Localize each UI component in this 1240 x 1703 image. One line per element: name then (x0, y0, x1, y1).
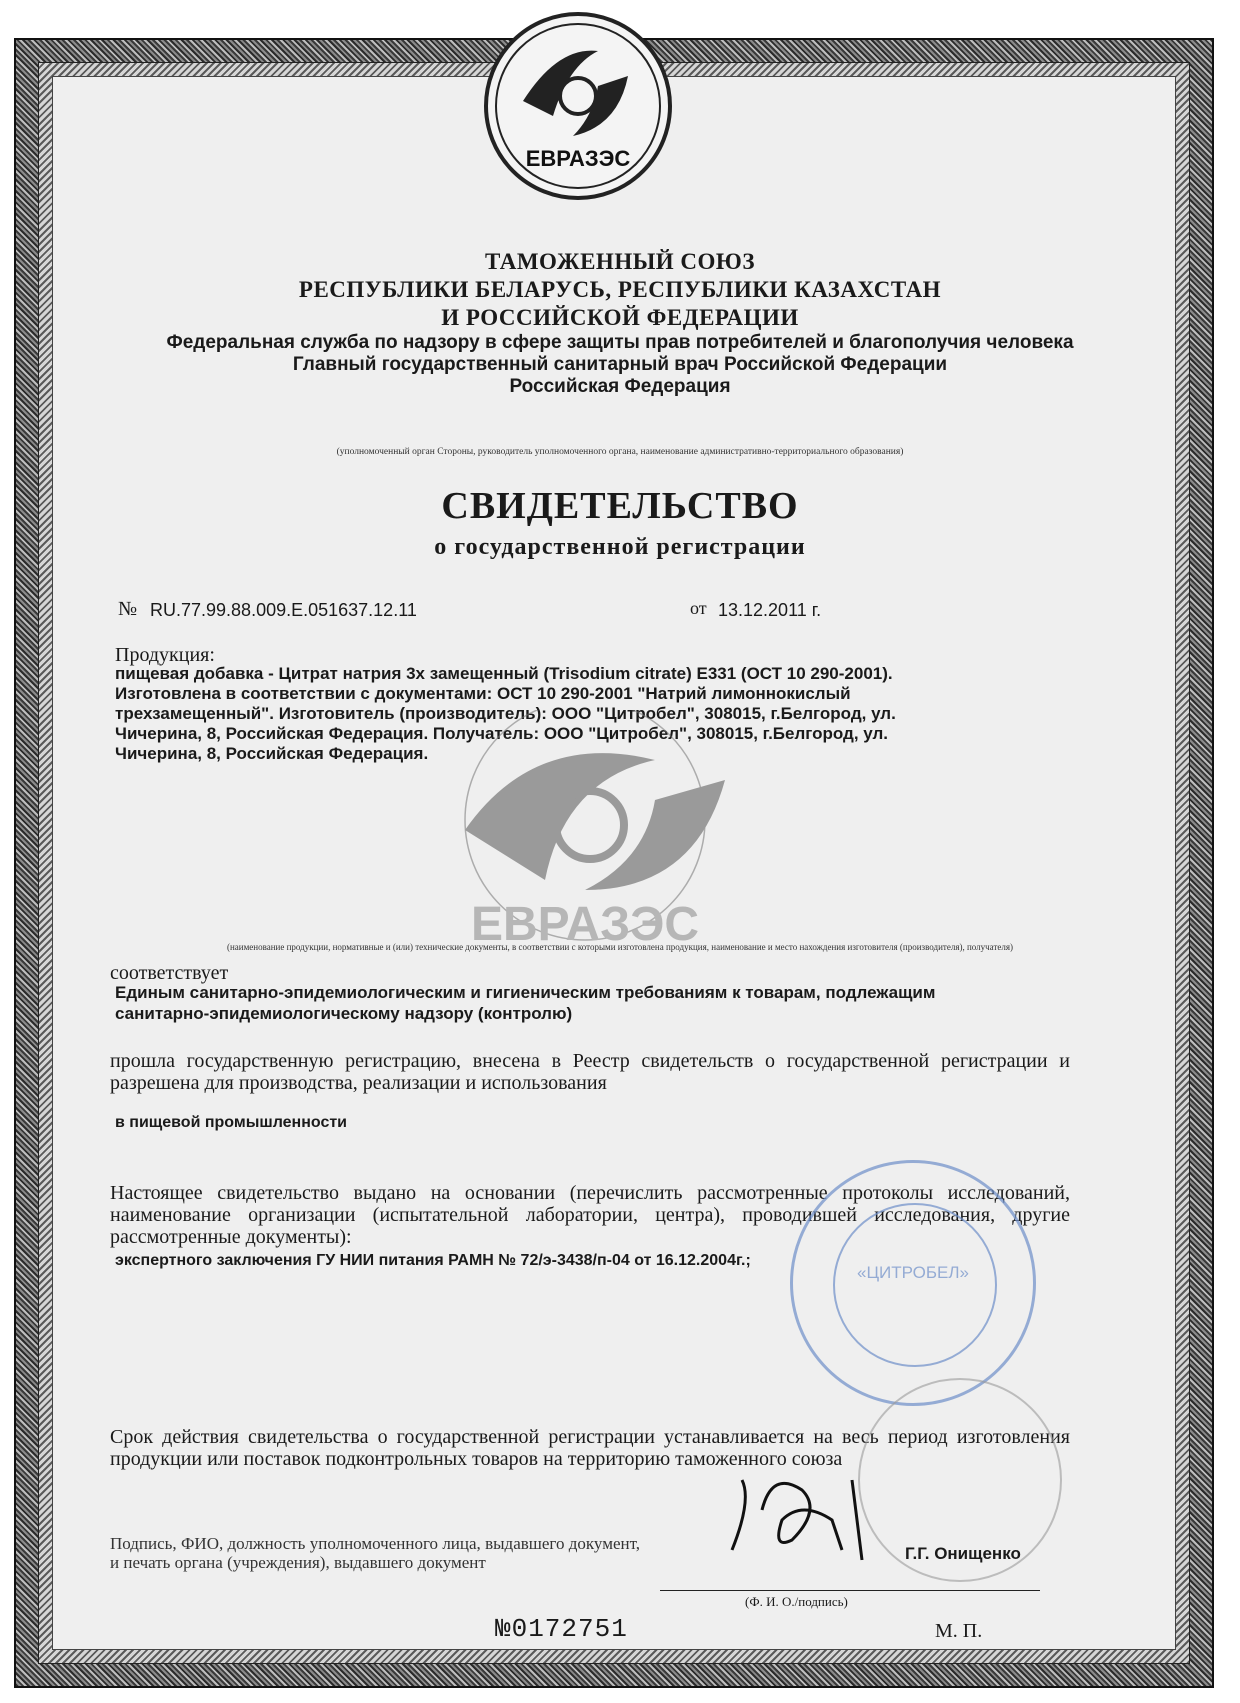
product-caption: (наименование продукции, нормативные и (или) технические документы, в соответствии с которыми изготовлена продукция, наименование и место нахождения изготовителя (производителя), получателя) (226, 942, 1014, 952)
number-label: № (118, 598, 138, 620)
signature-line (660, 1590, 1040, 1591)
document-subtitle: о государственной регистрации (434, 534, 806, 560)
serial-number: №0172751 (495, 1614, 628, 1644)
product-line: Чичерина, 8, Российская Федерация. (115, 744, 429, 763)
fio-caption: (Ф. И. О./подпись) (745, 1594, 848, 1609)
product-line: пищевая добавка - Цитрат натрия 3х замещенный (Trisodium citrate) Е331 (ОСТ 10 290-2001). (115, 664, 893, 683)
compliance-line: санитарно-эпидемиологическому надзору (контролю) (115, 1004, 573, 1023)
agency-caption: (уполномоченный орган Стороны, руководитель уполномоченного органа, наименование административно-территориального образования) (336, 447, 904, 457)
signatory-name: Г.Г. Онищенко (905, 1544, 1021, 1563)
compliance-line: Единым санитарно-эпидемиологическим и гигиеническим требованиям к товарам, подлежащим (115, 983, 936, 1002)
stamp-inner-ring (833, 1203, 997, 1367)
validity-statement: Срок действия свидетельства о государственной регистрации устанавливается на весь период изготовления продукции или поставок подконтрольных товаров на территорию таможенного союза (110, 1426, 1070, 1470)
date-label: от (690, 598, 707, 618)
document-title: СВИДЕТЕЛЬСТВО (441, 485, 799, 527)
agency-line-2: Главный государственный санитарный врач Российской Федерации (292, 354, 948, 375)
mp-label: М. П. (935, 1620, 983, 1642)
registration-date: 13.12.2011 г. (718, 600, 822, 620)
compliance-label: соответствует (110, 962, 229, 984)
compliance-text (115, 982, 1075, 1024)
agency-line-3: Российская Федерация (509, 376, 731, 397)
basis-statement: Настоящее свидетельство выдано на основании (перечислить рассмотренные протоколы исследований, наименование организации (испытательной лаборатории, центра), проводившей исследования, другие рассмотренные документы): (110, 1182, 1070, 1248)
registration-statement: прошла государственную регистрацию, внесена в Реестр свидетельств о государственной регистрации и разрешена для производства, реализации и использования (110, 1050, 1070, 1094)
signature-caption: Подпись, ФИО, должность уполномоченного лица, выдавшего документ, и печать органа (учреждения), выдавшего документ (110, 1534, 640, 1572)
union-header (120, 248, 1120, 332)
handwritten-signature (712, 1440, 912, 1580)
evrazes-emblem-top (478, 6, 678, 206)
emblem-top-label: ЕВРАЗЭС (525, 146, 631, 171)
agency-line-1: Федеральная служба по надзору в сфере защиты прав потребителей и благополучия человека (166, 332, 1074, 353)
product-label: Продукция: (115, 644, 215, 666)
union-line-1: ТАМОЖЕННЫЙ СОЮЗ (485, 249, 755, 274)
basis-document: экспертного заключения ГУ НИИ питания РАМН № 72/э-3438/п-04 от 16.12.2004г.; (115, 1252, 751, 1269)
emblem-watermark-label: ЕВРАЗЭС (470, 898, 700, 951)
evrazes-emblem-watermark (365, 710, 805, 970)
stamp-label: «ЦИТРОБЕЛ» (857, 1263, 969, 1282)
registration-number: RU.77.99.88.009.Е.051637.12.11 (150, 600, 417, 620)
product-line: трехзамещенный". Изготовитель (производитель): ООО "Цитробел", 308015, г.Белгород, ул. (115, 704, 896, 723)
organization-stamp (790, 1160, 1036, 1406)
product-line: Чичерина, 8, Российская Федерация. Получатель: ООО "Цитробел", 308015, г.Белгород, ул. (115, 724, 889, 743)
usage-scope: в пищевой промышленности (115, 1114, 348, 1131)
agency-header (90, 332, 1150, 398)
union-line-2: РЕСПУБЛИКИ БЕЛАРУСЬ, РЕСПУБЛИКИ КАЗАХСТАН (298, 277, 942, 302)
product-line: Изготовлена в соответствии с документами: ОСТ 10 290-2001 "Натрий лимоннокислый (115, 684, 851, 703)
union-line-3: И РОССИЙСКОЙ ФЕДЕРАЦИИ (441, 305, 799, 330)
